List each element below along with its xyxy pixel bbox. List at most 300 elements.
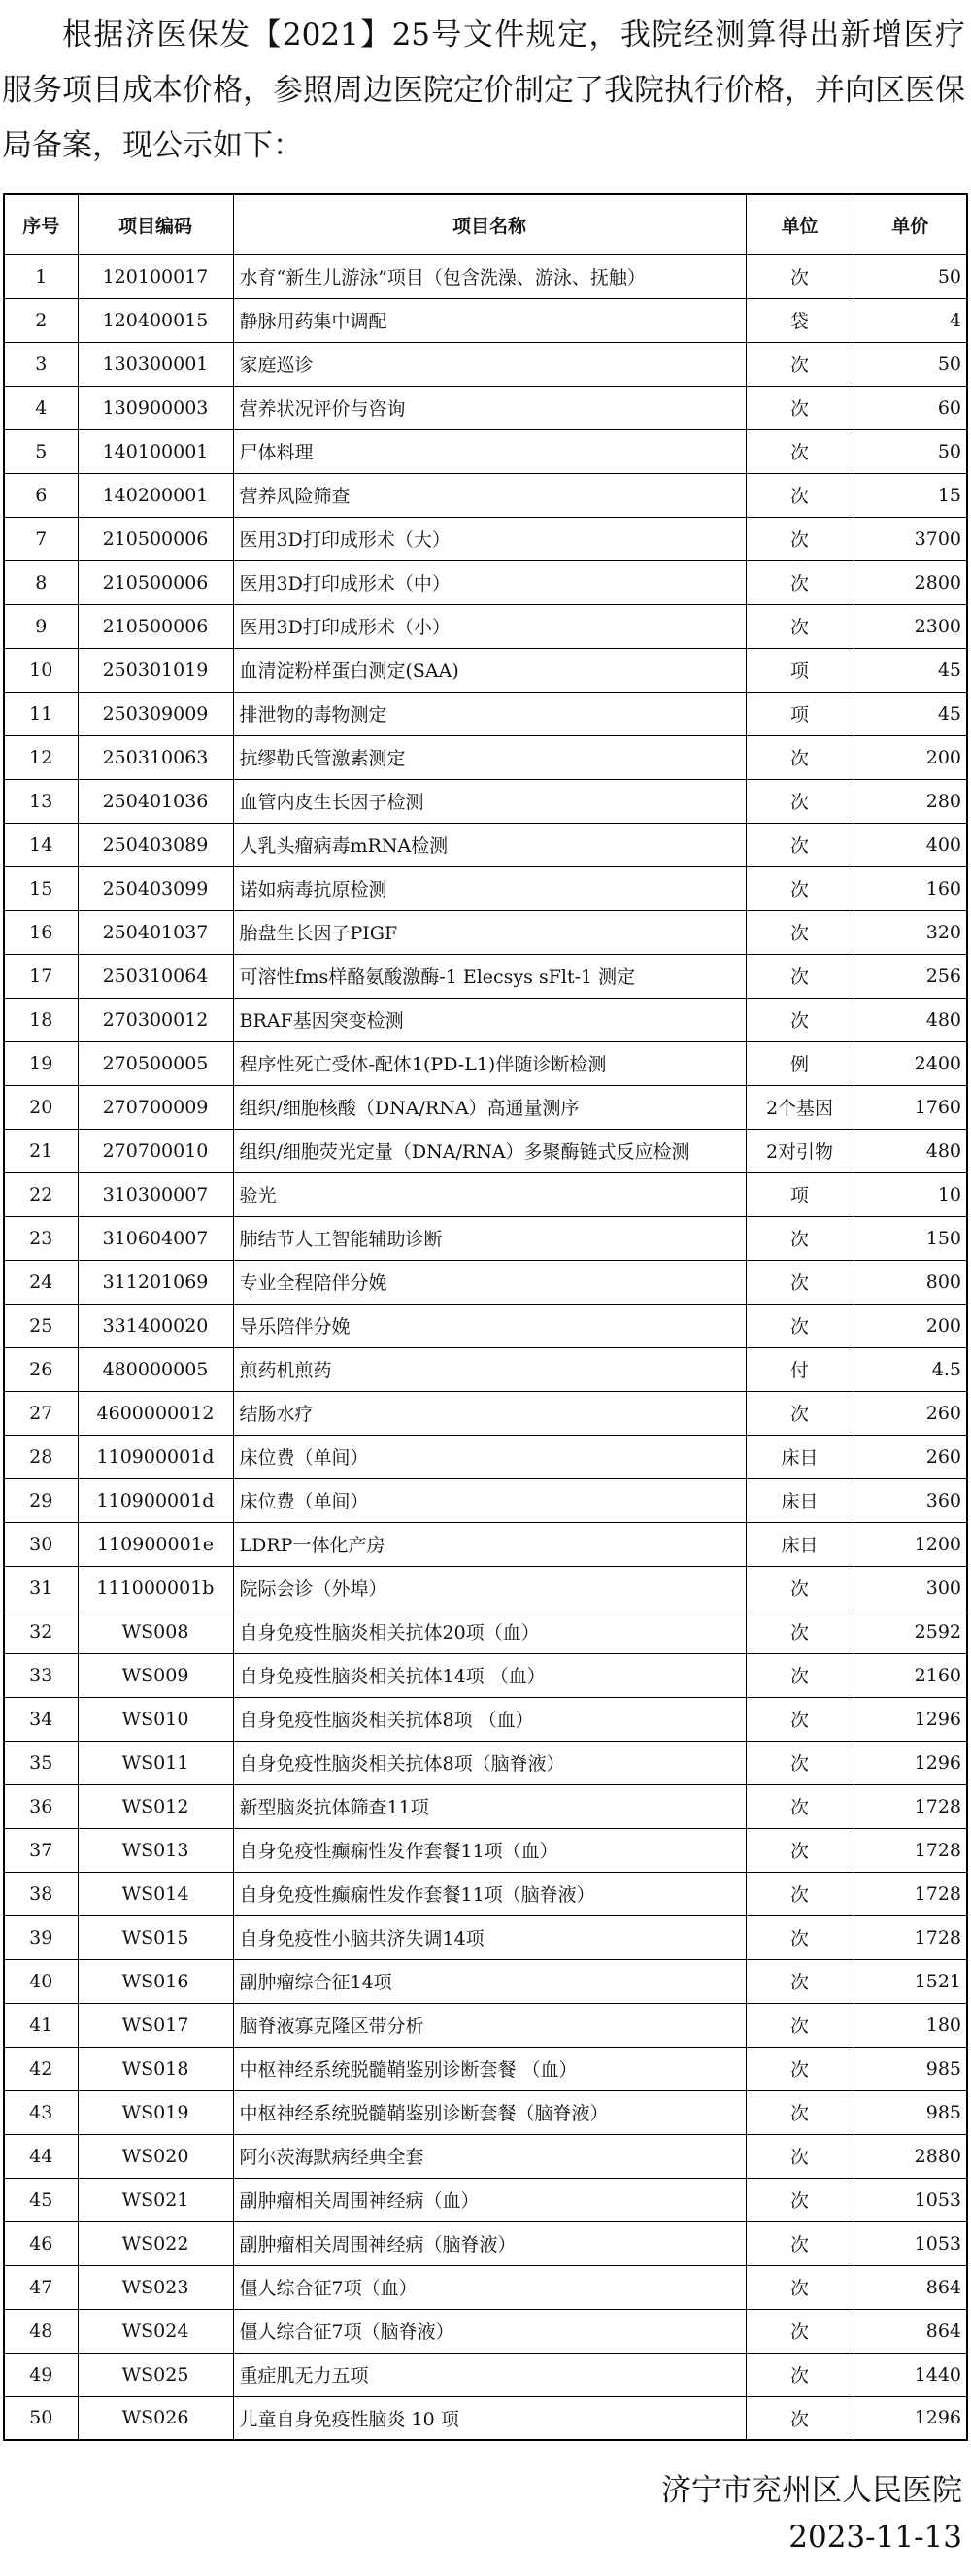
cell-price: 2160: [854, 1653, 967, 1697]
table-row: [4, 2353, 967, 2396]
cell-unit: 次: [746, 604, 854, 648]
cell-name: 组织/细胞荧光定量（DNA/RNA）多聚酶链式反应检测: [233, 1129, 746, 1172]
table-row: [4, 1478, 967, 1522]
cell-name: 组织/细胞核酸（DNA/RNA）高通量测序: [233, 1085, 746, 1129]
table-row: [4, 1653, 967, 1697]
cell-name: 自身免疫性脑炎相关抗体8项（脑脊液）: [233, 1741, 746, 1784]
cell-name: 血清淀粉样蛋白测定(SAA): [233, 648, 746, 692]
cell-index: 4: [4, 386, 78, 429]
cell-name: 中枢神经系统脱髓鞘鉴别诊断套餐（脑脊液）: [233, 2090, 746, 2134]
cell-price: 1521: [854, 1959, 967, 2003]
table-row: [4, 1129, 967, 1172]
cell-unit: 次: [746, 735, 854, 779]
cell-price: 1728: [854, 1828, 967, 1872]
cell-unit: 次: [746, 1697, 854, 1741]
cell-unit: 次: [746, 1260, 854, 1304]
cell-price: 4: [854, 298, 967, 342]
cell-code: WS019: [78, 2090, 233, 2134]
cell-index: 31: [4, 1566, 78, 1610]
cell-name: 人乳头瘤病毒mRNA检测: [233, 823, 746, 866]
cell-name: 医用3D打印成形术（中）: [233, 560, 746, 604]
cell-code: 250310063: [78, 735, 233, 779]
cell-unit: 次: [746, 342, 854, 386]
table-row: [4, 735, 967, 779]
cell-code: WS012: [78, 1784, 233, 1828]
cell-unit: 次: [746, 2265, 854, 2309]
table-row: [4, 692, 967, 735]
cell-unit: 次: [746, 473, 854, 517]
cell-unit: 例: [746, 1041, 854, 1085]
cell-index: 12: [4, 735, 78, 779]
cell-unit: 次: [746, 1784, 854, 1828]
cell-code: 311201069: [78, 1260, 233, 1304]
table-row: [4, 342, 967, 386]
cell-index: 23: [4, 1216, 78, 1260]
cell-price: 300: [854, 1566, 967, 1610]
cell-code: WS017: [78, 2003, 233, 2047]
cell-price: 1728: [854, 1872, 967, 1915]
cell-unit: 次: [746, 386, 854, 429]
cell-code: WS011: [78, 1741, 233, 1784]
cell-code: 250403099: [78, 866, 233, 910]
cell-unit: 项: [746, 1172, 854, 1216]
cell-code: WS020: [78, 2134, 233, 2178]
cell-name: 煎药机煎药: [233, 1347, 746, 1391]
cell-name: 脑脊液寡克隆区带分析: [233, 2003, 746, 2047]
cell-price: 15: [854, 473, 967, 517]
cell-index: 7: [4, 517, 78, 560]
cell-unit: 次: [746, 2090, 854, 2134]
cell-name: 阿尔茨海默病经典全套: [233, 2134, 746, 2178]
cell-code: 130300001: [78, 342, 233, 386]
cell-code: 110900001d: [78, 1478, 233, 1522]
cell-code: 4600000012: [78, 1391, 233, 1435]
table-row: [4, 298, 967, 342]
cell-code: 210500006: [78, 517, 233, 560]
cell-name: LDRP一体化产房: [233, 1522, 746, 1566]
cell-name: 结肠水疗: [233, 1391, 746, 1435]
table-row: [4, 1304, 967, 1347]
table-row: [4, 998, 967, 1041]
cell-name: 自身免疫性脑炎相关抗体8项 （血）: [233, 1697, 746, 1741]
cell-name: 尸体料理: [233, 429, 746, 473]
cell-index: 16: [4, 910, 78, 954]
cell-index: 47: [4, 2265, 78, 2309]
cell-code: 130900003: [78, 386, 233, 429]
cell-unit: 床日: [746, 1435, 854, 1478]
cell-unit: 次: [746, 2047, 854, 2090]
cell-price: 280: [854, 779, 967, 823]
hospital-name: 济宁市兖州区人民医院: [661, 2473, 962, 2508]
cell-index: 2: [4, 298, 78, 342]
cell-price: 1296: [854, 1741, 967, 1784]
cell-index: 15: [4, 866, 78, 910]
cell-index: 30: [4, 1522, 78, 1566]
table-row: [4, 2003, 967, 2047]
cell-price: 2800: [854, 560, 967, 604]
cell-code: WS021: [78, 2178, 233, 2221]
table-row: [4, 1697, 967, 1741]
table-row: [4, 2309, 967, 2353]
cell-code: 250301019: [78, 648, 233, 692]
cell-index: 21: [4, 1129, 78, 1172]
cell-code: 270700009: [78, 1085, 233, 1129]
table-row: [4, 779, 967, 823]
cell-unit: 次: [746, 866, 854, 910]
cell-price: 256: [854, 954, 967, 998]
cell-unit: 袋: [746, 298, 854, 342]
cell-index: 22: [4, 1172, 78, 1216]
notice-intro-line: 服务项目成本价格，参照周边医院定价制定了我院执行价格，并向区医保: [2, 73, 965, 108]
cell-name: 重症肌无力五项: [233, 2353, 746, 2396]
table-row: [4, 1872, 967, 1915]
cell-name: 抗缪勒氏管激素测定: [233, 735, 746, 779]
table-body: [4, 254, 967, 2440]
cell-unit: 次: [746, 954, 854, 998]
cell-price: 260: [854, 1391, 967, 1435]
cell-code: 480000005: [78, 1347, 233, 1391]
cell-price: 2592: [854, 1610, 967, 1653]
table-row: [4, 2134, 967, 2178]
cell-price: 200: [854, 735, 967, 779]
cell-price: 1440: [854, 2353, 967, 2396]
cell-name: 床位费（单间）: [233, 1435, 746, 1478]
cell-code: 250403089: [78, 823, 233, 866]
cell-price: 150: [854, 1216, 967, 1260]
cell-price: 1728: [854, 1915, 967, 1959]
cell-name: 自身免疫性脑炎相关抗体20项（血）: [233, 1610, 746, 1653]
table-row: [4, 2090, 967, 2134]
cell-code: WS009: [78, 1653, 233, 1697]
cell-index: 32: [4, 1610, 78, 1653]
cell-index: 17: [4, 954, 78, 998]
cell-name: 医用3D打印成形术（小）: [233, 604, 746, 648]
cell-price: 3700: [854, 517, 967, 560]
cell-index: 26: [4, 1347, 78, 1391]
table-row: [4, 517, 967, 560]
cell-code: 110900001d: [78, 1435, 233, 1478]
notice-intro-line: 局备案，现公示如下：: [2, 128, 303, 163]
cell-unit: 次: [746, 560, 854, 604]
cell-code: 310300007: [78, 1172, 233, 1216]
cell-name: 验光: [233, 1172, 746, 1216]
cell-unit: 项: [746, 692, 854, 735]
cell-code: 210500006: [78, 560, 233, 604]
cell-unit: 次: [746, 779, 854, 823]
cell-unit: 次: [746, 1915, 854, 1959]
cell-name: 自身免疫性癫痫性发作套餐11项（血）: [233, 1828, 746, 1872]
cell-index: 40: [4, 1959, 78, 2003]
cell-index: 13: [4, 779, 78, 823]
cell-unit: 次: [746, 823, 854, 866]
table-row: [4, 1216, 967, 1260]
cell-price: 50: [854, 342, 967, 386]
cell-code: 270500005: [78, 1041, 233, 1085]
cell-name: 家庭巡诊: [233, 342, 746, 386]
cell-unit: 次: [746, 2134, 854, 2178]
cell-price: 864: [854, 2309, 967, 2353]
cell-unit: 付: [746, 1347, 854, 1391]
cell-name: 排泄物的毒物测定: [233, 692, 746, 735]
cell-name: 营养状况评价与咨询: [233, 386, 746, 429]
header-unit: 单位: [746, 194, 854, 254]
cell-unit: 次: [746, 998, 854, 1041]
cell-name: 胎盘生长因子PIGF: [233, 910, 746, 954]
cell-code: 250309009: [78, 692, 233, 735]
cell-index: 42: [4, 2047, 78, 2090]
table-row: [4, 1566, 967, 1610]
table-row: [4, 823, 967, 866]
cell-unit: 2个基因: [746, 1085, 854, 1129]
cell-unit: 次: [746, 429, 854, 473]
cell-index: 24: [4, 1260, 78, 1304]
cell-price: 1053: [854, 2178, 967, 2221]
table-row: [4, 1959, 967, 2003]
header-name: 项目名称: [233, 194, 746, 254]
table-row: [4, 910, 967, 954]
cell-price: 985: [854, 2090, 967, 2134]
table-row: [4, 2178, 967, 2221]
cell-name: 床位费（单间）: [233, 1478, 746, 1522]
cell-price: 1053: [854, 2221, 967, 2265]
table-row: [4, 473, 967, 517]
cell-price: 10: [854, 1172, 967, 1216]
table-row: [4, 254, 967, 298]
cell-name: 导乐陪伴分娩: [233, 1304, 746, 1347]
table-row: [4, 1784, 967, 1828]
cell-unit: 次: [746, 1391, 854, 1435]
cell-code: 120400015: [78, 298, 233, 342]
cell-code: 310604007: [78, 1216, 233, 1260]
cell-index: 36: [4, 1784, 78, 1828]
cell-unit: 次: [746, 1741, 854, 1784]
cell-name: 自身免疫性小脑共济失调14项: [233, 1915, 746, 1959]
cell-unit: 次: [746, 1959, 854, 2003]
table-header: [4, 194, 967, 254]
cell-unit: 床日: [746, 1522, 854, 1566]
cell-price: 160: [854, 866, 967, 910]
cell-code: 111000001b: [78, 1566, 233, 1610]
cell-price: 180: [854, 2003, 967, 2047]
cell-unit: 次: [746, 1828, 854, 1872]
cell-code: WS024: [78, 2309, 233, 2353]
cell-code: 250401036: [78, 779, 233, 823]
header-code: 项目编码: [78, 194, 233, 254]
cell-index: 8: [4, 560, 78, 604]
table-row: [4, 2221, 967, 2265]
table-row: [4, 1172, 967, 1216]
cell-index: 5: [4, 429, 78, 473]
table-row: [4, 1347, 967, 1391]
cell-code: 210500006: [78, 604, 233, 648]
cell-name: 副肿瘤相关周围神经病（血）: [233, 2178, 746, 2221]
cell-index: 25: [4, 1304, 78, 1347]
table-row: [4, 1915, 967, 1959]
cell-index: 49: [4, 2353, 78, 2396]
cell-name: 静脉用药集中调配: [233, 298, 746, 342]
cell-index: 33: [4, 1653, 78, 1697]
cell-index: 35: [4, 1741, 78, 1784]
cell-code: WS018: [78, 2047, 233, 2090]
cell-index: 43: [4, 2090, 78, 2134]
cell-price: 1296: [854, 1697, 967, 1741]
cell-index: 28: [4, 1435, 78, 1478]
cell-price: 400: [854, 823, 967, 866]
cell-price: 1728: [854, 1784, 967, 1828]
table-row: [4, 1260, 967, 1304]
cell-price: 320: [854, 910, 967, 954]
table-row: [4, 1085, 967, 1129]
table-row: [4, 1435, 967, 1478]
cell-index: 10: [4, 648, 78, 692]
cell-index: 18: [4, 998, 78, 1041]
cell-code: 140100001: [78, 429, 233, 473]
cell-name: 诺如病毒抗原检测: [233, 866, 746, 910]
cell-unit: 次: [746, 2396, 854, 2440]
cell-index: 50: [4, 2396, 78, 2440]
cell-name: 自身免疫性脑炎相关抗体14项 （血）: [233, 1653, 746, 1697]
cell-name: 可溶性fms样酪氨酸激酶-1 Elecsys sFlt-1 测定: [233, 954, 746, 998]
cell-code: 270700010: [78, 1129, 233, 1172]
cell-code: WS014: [78, 1872, 233, 1915]
price-table: [3, 193, 968, 2441]
cell-index: 6: [4, 473, 78, 517]
table-row: [4, 1391, 967, 1435]
cell-price: 1200: [854, 1522, 967, 1566]
cell-code: WS025: [78, 2353, 233, 2396]
cell-name: 水育“新生儿游泳”项目（包含洗澡、游泳、抚触）: [233, 254, 746, 298]
table-row: [4, 1828, 967, 1872]
cell-index: 9: [4, 604, 78, 648]
table-row: [4, 2396, 967, 2440]
cell-index: 48: [4, 2309, 78, 2353]
table-row: [4, 648, 967, 692]
cell-name: 肺结节人工智能辅助诊断: [233, 1216, 746, 1260]
cell-code: 110900001e: [78, 1522, 233, 1566]
header-index: 序号: [4, 194, 78, 254]
cell-code: 270300012: [78, 998, 233, 1041]
cell-index: 34: [4, 1697, 78, 1741]
table-row: [4, 2265, 967, 2309]
table-row: [4, 604, 967, 648]
cell-code: WS022: [78, 2221, 233, 2265]
cell-unit: 次: [746, 254, 854, 298]
cell-price: 50: [854, 429, 967, 473]
cell-index: 27: [4, 1391, 78, 1435]
cell-unit: 次: [746, 2003, 854, 2047]
cell-price: 480: [854, 1129, 967, 1172]
cell-price: 2300: [854, 604, 967, 648]
cell-index: 20: [4, 1085, 78, 1129]
cell-price: 2880: [854, 2134, 967, 2178]
notice-intro-line: 根据济医保发【2021】25号文件规定，我院经测算得出新增医疗: [62, 17, 965, 52]
cell-unit: 次: [746, 517, 854, 560]
cell-index: 46: [4, 2221, 78, 2265]
cell-unit: 次: [746, 1872, 854, 1915]
table-row: [4, 2047, 967, 2090]
cell-index: 38: [4, 1872, 78, 1915]
cell-name: 医用3D打印成形术（大）: [233, 517, 746, 560]
cell-price: 864: [854, 2265, 967, 2309]
cell-price: 45: [854, 648, 967, 692]
cell-index: 37: [4, 1828, 78, 1872]
cell-index: 1: [4, 254, 78, 298]
cell-price: 360: [854, 1478, 967, 1522]
table-row: [4, 1741, 967, 1784]
cell-name: 血管内皮生长因子检测: [233, 779, 746, 823]
cell-index: 3: [4, 342, 78, 386]
header-price: 单价: [854, 194, 967, 254]
cell-price: 800: [854, 1260, 967, 1304]
table-row: [4, 954, 967, 998]
table-row: [4, 429, 967, 473]
cell-name: 副肿瘤相关周围神经病（脑脊液）: [233, 2221, 746, 2265]
cell-price: 2400: [854, 1041, 967, 1085]
cell-unit: 2对引物: [746, 1129, 854, 1172]
cell-price: 45: [854, 692, 967, 735]
cell-code: WS023: [78, 2265, 233, 2309]
cell-unit: 次: [746, 1653, 854, 1697]
table-header-row: [4, 194, 967, 254]
cell-name: 僵人综合征7项（脑脊液）: [233, 2309, 746, 2353]
cell-price: 200: [854, 1304, 967, 1347]
cell-unit: 次: [746, 2178, 854, 2221]
cell-code: WS013: [78, 1828, 233, 1872]
cell-index: 19: [4, 1041, 78, 1085]
notice-intro: [2, 8, 965, 174]
cell-code: WS015: [78, 1915, 233, 1959]
cell-name: 程序性死亡受体-配体1(PD-L1)伴随诊断检测: [233, 1041, 746, 1085]
table-row: [4, 1041, 967, 1085]
cell-index: 39: [4, 1915, 78, 1959]
cell-unit: 次: [746, 1304, 854, 1347]
cell-name: 院际会诊（外埠）: [233, 1566, 746, 1610]
cell-code: 250310064: [78, 954, 233, 998]
cell-code: WS008: [78, 1610, 233, 1653]
cell-unit: 次: [746, 910, 854, 954]
cell-unit: 次: [746, 1610, 854, 1653]
table-row: [4, 386, 967, 429]
cell-price: 50: [854, 254, 967, 298]
cell-unit: 项: [746, 648, 854, 692]
cell-unit: 次: [746, 2309, 854, 2353]
cell-price: 1760: [854, 1085, 967, 1129]
cell-name: 僵人综合征7项（血）: [233, 2265, 746, 2309]
cell-unit: 次: [746, 2221, 854, 2265]
table-row: [4, 1522, 967, 1566]
cell-name: 营养风险筛查: [233, 473, 746, 517]
cell-index: 29: [4, 1478, 78, 1522]
cell-name: 专业全程陪伴分娩: [233, 1260, 746, 1304]
footer-signature: [661, 2467, 962, 2560]
publish-date: 2023-11-13: [788, 2520, 962, 2555]
cell-index: 11: [4, 692, 78, 735]
cell-code: WS026: [78, 2396, 233, 2440]
cell-unit: 次: [746, 1566, 854, 1610]
cell-name: 新型脑炎抗体筛查11项: [233, 1784, 746, 1828]
cell-price: 4.5: [854, 1347, 967, 1391]
cell-price: 260: [854, 1435, 967, 1478]
cell-index: 45: [4, 2178, 78, 2221]
cell-index: 41: [4, 2003, 78, 2047]
cell-price: 985: [854, 2047, 967, 2090]
cell-unit: 次: [746, 1216, 854, 1260]
cell-name: 儿童自身免疫性脑炎 10 项: [233, 2396, 746, 2440]
cell-name: 中枢神经系统脱髓鞘鉴别诊断套餐 （血）: [233, 2047, 746, 2090]
cell-price: 60: [854, 386, 967, 429]
cell-code: 331400020: [78, 1304, 233, 1347]
cell-unit: 床日: [746, 1478, 854, 1522]
